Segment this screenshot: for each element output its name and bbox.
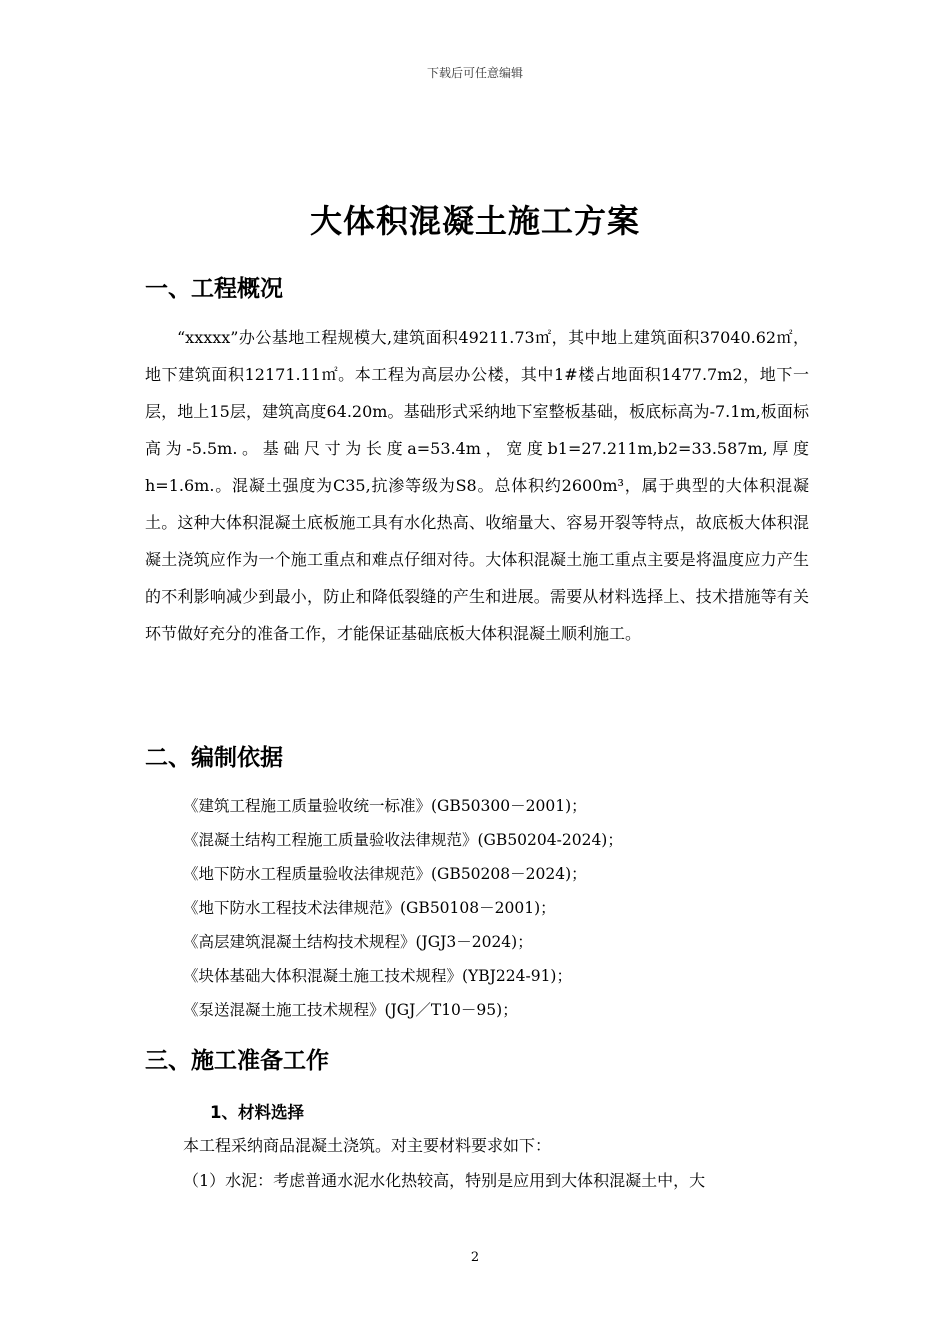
page-number: 2 bbox=[470, 1250, 480, 1265]
header-note: 下载后可任意编辑 bbox=[426, 66, 523, 80]
reference-item: 《地下防水工程技术法律规范》(GB50108－2001)； bbox=[183, 899, 556, 917]
document-title: 大体积混凝土施工方案 bbox=[309, 202, 640, 240]
overview-paragraph bbox=[145, 319, 809, 652]
section-heading-preparation: 三、施工准备工作 bbox=[145, 1048, 329, 1074]
reference-item: 《块体基础大体积混凝土施工技术规程》(YBJ224-91)； bbox=[183, 967, 572, 985]
material-intro-line: 本工程采纳商品混凝土浇筑。对主要材料要求如下： bbox=[183, 1136, 552, 1155]
section-heading-basis: 二、编制依据 bbox=[145, 745, 283, 771]
cement-requirement-line: （1）水泥：考虑普通水泥水化热较高，特别是应用到大体积混凝土中，大 bbox=[183, 1171, 706, 1190]
reference-item: 《建筑工程施工质量验收统一标准》(GB50300－2001)； bbox=[183, 797, 587, 815]
subheading-material-selection: 1、材料选择 bbox=[210, 1103, 304, 1122]
overview-text: “xxxxx”办公基地工程规模大,建筑面积49211.73㎡，其中地上建筑面积37040.62㎡，地下建筑面积12171.11㎡。本工程为高层办公楼，其中1#楼占地面积1477.7m2，地下一层，地上15层，建筑高度64.20m。基础形式采纳地下室整板基础，板底标高为-7.1m,板面标高为-5.5m.。基础尺寸为长度a=53.4m，宽度b1=27.211m,b2=33.587m,厚度h=1.6m.。混凝土强度为C35,抗渗等级为S8。总体积约2600m³，属于典型的大体积混凝土。这种大体积混凝土底板施工具有水化热高、收缩量大、容易开裂等特点，故底板大体积混凝土浇筑应作为一个施工重点和难点仔细对待。大体积混凝土施工重点主要是将温度应力产生的不利影响减少到最小，防止和降低裂缝的产生和进展。需要从材料选择上、技术措施等有关环节做好充分的准备工作，才能保证基础底板大体积混凝土顺利施工。 bbox=[145, 328, 809, 643]
reference-item: 《泵送混凝土施工技术规程》(JGJ／T10－95)； bbox=[183, 1001, 518, 1019]
reference-item: 《地下防水工程质量验收法律规范》(GB50208－2024)； bbox=[183, 865, 587, 883]
section-heading-overview: 一、工程概况 bbox=[145, 276, 283, 302]
reference-list bbox=[183, 789, 803, 1027]
reference-item: 《混凝土结构工程施工质量验收法律规范》(GB50204-2024)； bbox=[183, 831, 623, 849]
reference-item: 《高层建筑混凝土结构技术规程》(JGJ3－2024)； bbox=[183, 933, 533, 951]
